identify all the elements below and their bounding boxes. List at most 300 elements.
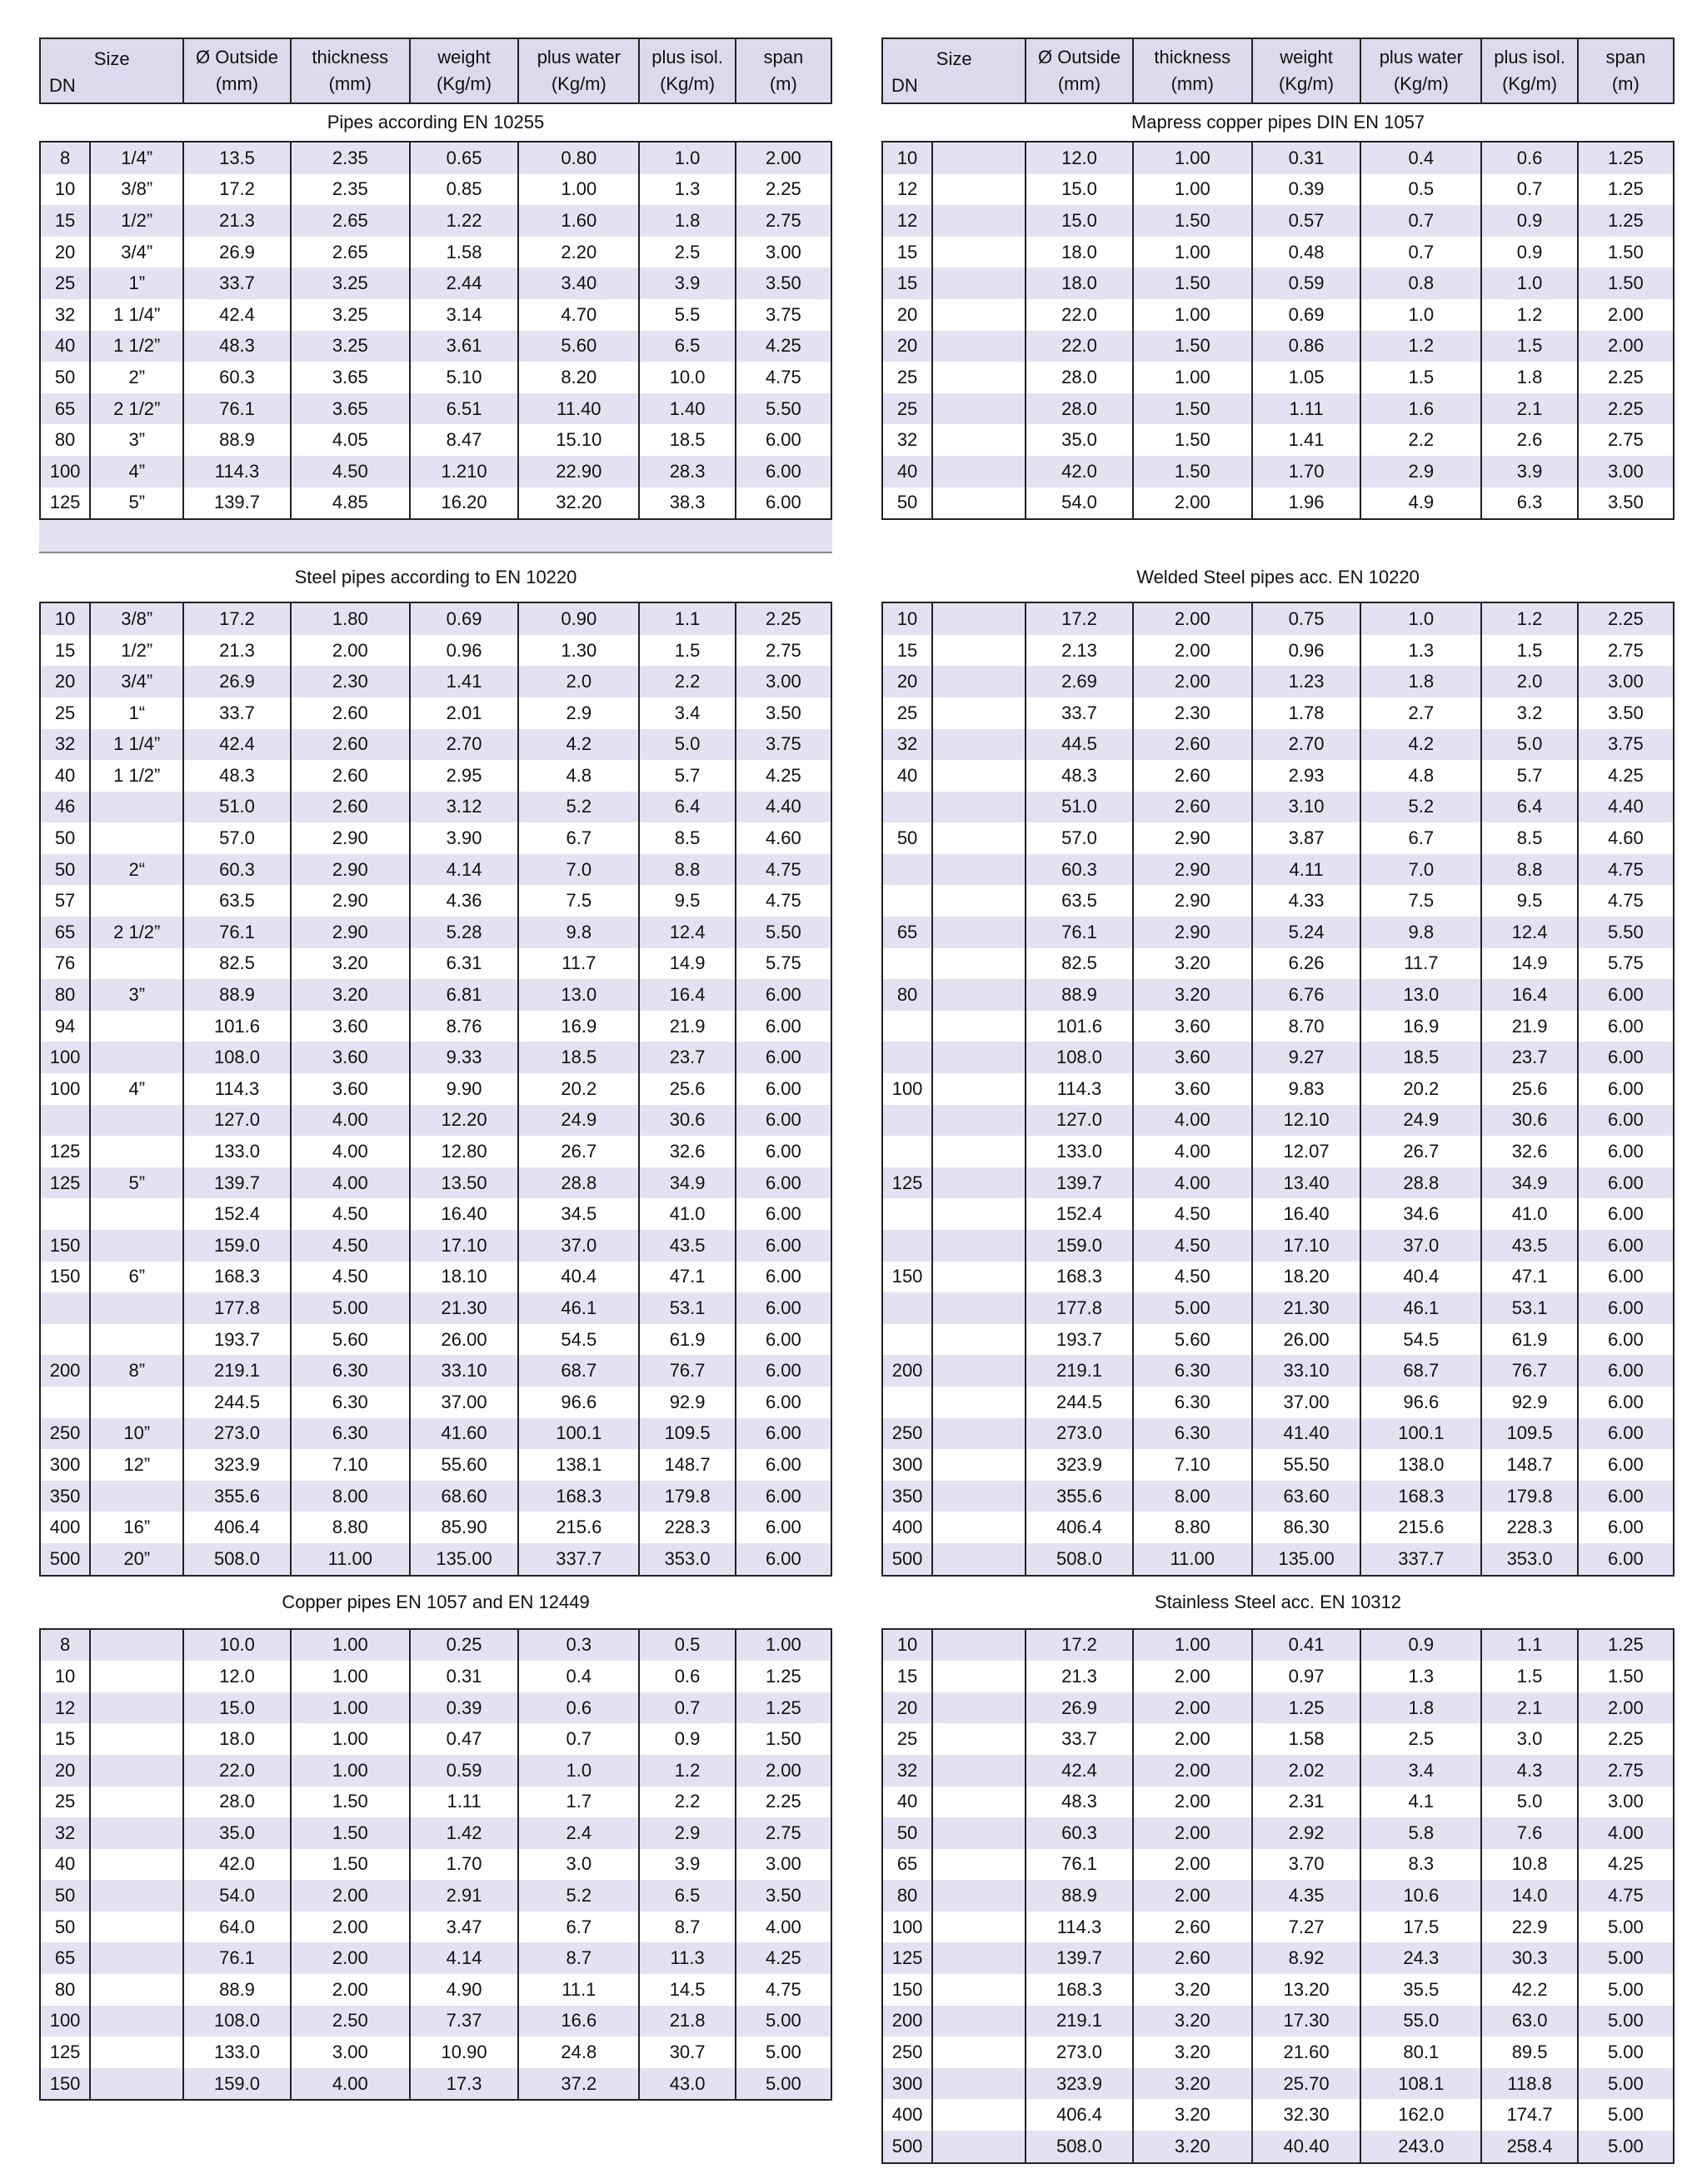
cell-plus-isol: 25.6 — [639, 1073, 735, 1105]
cell-thickness: 1.50 — [1133, 205, 1252, 237]
cell-span: 6.00 — [736, 1512, 831, 1543]
cell-plus-isol: 3.9 — [639, 267, 735, 299]
cell-plus-isol: 34.9 — [1481, 1167, 1577, 1199]
column-header-left — [39, 37, 832, 104]
cell-size: 2 1/2” — [90, 393, 183, 425]
cell-plus-isol: 42.2 — [1481, 1974, 1577, 2006]
table-row — [40, 1723, 831, 1755]
cell-dn: 400 — [882, 2099, 932, 2131]
cell-dn: 500 — [882, 2131, 932, 2163]
cell-weight: 3.90 — [410, 822, 518, 854]
cell-plus-isol: 1.0 — [1481, 267, 1577, 299]
cell-size — [932, 1230, 1026, 1262]
cell-plus-water: 46.1 — [1360, 1292, 1481, 1324]
cell-plus-isol: 2.1 — [1481, 393, 1577, 425]
cell-outside: 60.3 — [183, 362, 290, 393]
cell-plus-isol: 11.3 — [639, 1942, 735, 1974]
cell-dn: 10 — [882, 1629, 932, 1662]
cell-plus-isol: 41.0 — [639, 1198, 735, 1230]
cell-plus-isol: 8.8 — [1481, 854, 1577, 886]
cell-plus-water: 1.8 — [1360, 1692, 1481, 1724]
cell-outside: 114.3 — [183, 456, 290, 487]
cell-outside: 159.0 — [183, 1230, 290, 1262]
cell-dn: 94 — [40, 1011, 90, 1042]
cell-plus-water: 18.5 — [1360, 1042, 1481, 1073]
cell-outside: 88.9 — [183, 979, 290, 1011]
header-outside: Ø Outside (mm) — [1026, 38, 1132, 103]
cell-plus-isol: 28.3 — [639, 456, 735, 487]
cell-plus-water: 7.5 — [518, 885, 639, 917]
cell-plus-isol: 63.0 — [1481, 2006, 1577, 2037]
cell-plus-isol: 2.2 — [639, 1787, 735, 1818]
cell-plus-isol: 43.5 — [639, 1230, 735, 1262]
cell-plus-isol: 1.5 — [1481, 635, 1577, 667]
cell-weight: 0.31 — [1252, 142, 1360, 174]
cell-plus-isol: 6.5 — [639, 331, 735, 362]
cell-plus-isol: 61.9 — [639, 1324, 735, 1356]
cell-plus-water: 6.7 — [518, 822, 639, 854]
cell-plus-isol: 1.2 — [639, 1755, 735, 1787]
header-weight: weight (Kg/m) — [1252, 38, 1360, 103]
table-row — [40, 1661, 831, 1692]
cell-thickness: 8.00 — [291, 1481, 410, 1512]
table-row — [40, 174, 831, 206]
cell-size: 20” — [90, 1543, 183, 1576]
cell-size — [932, 1324, 1026, 1356]
cell-outside: 152.4 — [1026, 1198, 1132, 1230]
cell-weight: 12.80 — [410, 1136, 518, 1167]
cell-weight: 0.41 — [1252, 1629, 1360, 1662]
cell-thickness: 3.60 — [1133, 1073, 1252, 1105]
cell-span: 4.25 — [1578, 1849, 1674, 1881]
cell-thickness: 2.90 — [291, 854, 410, 886]
cell-outside: 168.3 — [1026, 1974, 1132, 2006]
cell-span: 6.00 — [736, 1481, 831, 1512]
cell-dn: 25 — [882, 1723, 932, 1755]
cell-plus-water: 16.9 — [518, 1011, 639, 1042]
cell-thickness: 2.50 — [291, 2006, 410, 2037]
cell-outside: 42.4 — [183, 299, 290, 331]
table-row — [40, 1073, 831, 1105]
cell-plus-water: 337.7 — [1360, 1543, 1481, 1576]
cell-span: 6.00 — [736, 1292, 831, 1324]
cell-thickness: 2.90 — [291, 917, 410, 948]
cell-dn — [882, 792, 932, 823]
cell-span: 4.25 — [736, 1942, 831, 1974]
cell-size — [90, 1817, 183, 1849]
cell-dn: 20 — [40, 237, 90, 268]
cell-dn: 20 — [882, 1692, 932, 1724]
cell-dn: 65 — [40, 393, 90, 425]
cell-plus-water: 3.4 — [1360, 1755, 1481, 1787]
cell-plus-isol: 3.2 — [1481, 697, 1577, 729]
cell-weight: 16.40 — [410, 1198, 518, 1230]
cell-plus-isol: 5.0 — [639, 729, 735, 761]
cell-size — [90, 1755, 183, 1787]
cell-span: 6.00 — [736, 1105, 831, 1137]
cell-outside: 51.0 — [1026, 792, 1132, 823]
cell-thickness: 1.50 — [291, 1849, 410, 1881]
cell-dn: 200 — [882, 1355, 932, 1387]
cell-dn: 125 — [40, 2037, 90, 2068]
cell-dn: 40 — [40, 331, 90, 362]
table-row — [882, 697, 1674, 729]
cell-thickness: 1.00 — [291, 1723, 410, 1755]
cell-plus-water: 4.2 — [1360, 729, 1481, 761]
cell-outside: 88.9 — [1026, 979, 1132, 1011]
cell-thickness: 2.00 — [1133, 1817, 1252, 1849]
table-row — [40, 1262, 831, 1293]
right-column — [881, 37, 1675, 2164]
cell-plus-water: 1.0 — [1360, 602, 1481, 635]
cell-thickness: 3.20 — [1133, 1974, 1252, 2006]
cell-weight: 18.20 — [1252, 1262, 1360, 1293]
cell-dn: 150 — [882, 1974, 932, 2006]
cell-size — [90, 822, 183, 854]
cell-weight: 9.83 — [1252, 1073, 1360, 1105]
cell-weight: 6.76 — [1252, 979, 1360, 1011]
cell-plus-water: 16.9 — [1360, 1011, 1481, 1042]
cell-outside: 82.5 — [183, 948, 290, 980]
cell-outside: 323.9 — [1026, 1449, 1132, 1481]
cell-span: 6.00 — [1578, 1512, 1674, 1543]
cell-dn: 20 — [882, 299, 932, 331]
cell-thickness: 2.60 — [1133, 760, 1252, 792]
cell-outside: 323.9 — [1026, 2068, 1132, 2100]
cell-weight: 3.47 — [410, 1912, 518, 1943]
cell-weight: 4.14 — [410, 854, 518, 886]
cell-plus-water: 1.6 — [1360, 393, 1481, 425]
cell-weight: 8.47 — [410, 424, 518, 456]
cell-span: 6.00 — [736, 1011, 831, 1042]
cell-outside: 22.0 — [1026, 331, 1132, 362]
cell-span: 5.75 — [1578, 948, 1674, 980]
cell-dn: 15 — [40, 635, 90, 667]
cell-dn: 15 — [882, 635, 932, 667]
cell-plus-water: 5.8 — [1360, 1817, 1481, 1849]
cell-plus-isol: 0.5 — [639, 1629, 735, 1662]
cell-size — [932, 1136, 1026, 1167]
cell-weight: 37.00 — [410, 1387, 518, 1418]
cell-thickness: 1.00 — [1133, 174, 1252, 206]
table-row — [40, 237, 831, 268]
cell-size — [932, 1198, 1026, 1230]
cell-thickness: 8.80 — [291, 1512, 410, 1543]
cell-plus-isol: 353.0 — [639, 1543, 735, 1576]
cell-span: 4.75 — [736, 1974, 831, 2006]
cell-dn: 50 — [882, 822, 932, 854]
cell-weight: 0.59 — [410, 1755, 518, 1787]
cell-weight: 0.39 — [1252, 174, 1360, 206]
cell-thickness: 4.50 — [1133, 1198, 1252, 1230]
cell-thickness: 2.90 — [1133, 822, 1252, 854]
table-row — [882, 1167, 1674, 1199]
table-row — [882, 456, 1674, 487]
table-row — [882, 1817, 1674, 1849]
cell-plus-water: 11.7 — [1360, 948, 1481, 980]
cell-thickness: 1.00 — [1133, 237, 1252, 268]
cell-thickness: 1.00 — [1133, 299, 1252, 331]
cell-plus-isol: 92.9 — [639, 1387, 735, 1418]
cell-plus-water: 2.20 — [518, 237, 639, 268]
cell-size — [932, 792, 1026, 823]
cell-size: 3/8” — [90, 602, 183, 635]
cell-weight: 0.48 — [1252, 237, 1360, 268]
cell-weight: 2.01 — [410, 697, 518, 729]
cell-outside: 63.5 — [183, 885, 290, 917]
cell-plus-isol: 76.7 — [1481, 1355, 1577, 1387]
cell-plus-water: 0.6 — [518, 1692, 639, 1724]
cell-outside: 139.7 — [1026, 1167, 1132, 1199]
cell-plus-isol: 14.9 — [639, 948, 735, 980]
cell-outside: 17.2 — [183, 602, 290, 635]
cell-span: 1.25 — [736, 1692, 831, 1724]
cell-span: 6.00 — [1578, 1167, 1674, 1199]
cell-outside: 168.3 — [183, 1262, 290, 1293]
cell-outside: 244.5 — [183, 1387, 290, 1418]
table-row — [40, 205, 831, 237]
cell-size — [932, 267, 1026, 299]
cell-span: 6.00 — [736, 979, 831, 1011]
cell-plus-water: 1.3 — [1360, 1661, 1481, 1692]
cell-size: 12” — [90, 1449, 183, 1481]
cell-dn: 100 — [40, 2006, 90, 2037]
cell-thickness: 4.00 — [291, 1167, 410, 1199]
cell-thickness: 3.25 — [291, 331, 410, 362]
cell-plus-isol: 1.5 — [639, 635, 735, 667]
cell-span: 3.50 — [1578, 697, 1674, 729]
cell-outside: 28.0 — [183, 1787, 290, 1818]
cell-size — [932, 174, 1026, 206]
cell-outside: 42.4 — [183, 729, 290, 761]
cell-span: 4.40 — [736, 792, 831, 823]
cell-thickness: 3.20 — [1133, 2131, 1252, 2163]
cell-weight: 26.00 — [410, 1324, 518, 1356]
column-header-right — [881, 37, 1675, 104]
table-row — [882, 205, 1674, 237]
cell-thickness: 4.00 — [1133, 1105, 1252, 1137]
cell-span: 2.25 — [1578, 362, 1674, 393]
table-row — [40, 666, 831, 697]
cell-plus-water: 1.5 — [1360, 362, 1481, 393]
cell-outside: 33.7 — [183, 697, 290, 729]
table-row — [882, 917, 1674, 948]
cell-weight: 21.30 — [410, 1292, 518, 1324]
cell-dn — [882, 1387, 932, 1418]
cell-span: 2.75 — [736, 205, 831, 237]
cell-dn: 8 — [40, 142, 90, 174]
cell-outside: 108.0 — [183, 1042, 290, 1073]
cell-thickness: 2.60 — [291, 729, 410, 761]
cell-thickness: 2.00 — [1133, 1755, 1252, 1787]
cell-weight: 17.30 — [1252, 2006, 1360, 2037]
cell-outside: 22.0 — [1026, 299, 1132, 331]
cell-dn: 125 — [40, 487, 90, 520]
cell-plus-isol: 21.9 — [1481, 1011, 1577, 1042]
cell-span: 6.00 — [1578, 1387, 1674, 1418]
cell-weight: 135.00 — [1252, 1543, 1360, 1576]
cell-dn: 350 — [882, 1481, 932, 1512]
cell-size — [932, 1661, 1026, 1692]
table-row — [40, 1418, 831, 1450]
cell-span: 5.50 — [736, 393, 831, 425]
cell-span: 4.75 — [1578, 1880, 1674, 1912]
cell-size — [90, 1387, 183, 1418]
cell-size — [932, 205, 1026, 237]
cell-thickness: 6.30 — [291, 1418, 410, 1450]
cell-dn: 65 — [40, 917, 90, 948]
cell-plus-water: 5.2 — [518, 1880, 639, 1912]
cell-outside: 17.2 — [1026, 1629, 1132, 1662]
cell-thickness: 4.00 — [291, 2068, 410, 2101]
cell-span: 3.00 — [736, 237, 831, 268]
cell-thickness: 2.90 — [1133, 854, 1252, 886]
table-row — [40, 1629, 831, 1662]
cell-plus-isol: 174.7 — [1481, 2099, 1577, 2131]
cell-span: 4.75 — [1578, 854, 1674, 886]
cell-span: 1.25 — [1578, 1629, 1674, 1662]
cell-thickness: 1.50 — [1133, 456, 1252, 487]
cell-weight: 1.25 — [1252, 1692, 1360, 1724]
cell-outside: 355.6 — [183, 1481, 290, 1512]
table-row — [882, 666, 1674, 697]
cell-weight: 2.91 — [410, 1880, 518, 1912]
cell-plus-water: 4.1 — [1360, 1787, 1481, 1818]
cell-span: 6.00 — [736, 1355, 831, 1387]
cell-dn: 100 — [882, 1912, 932, 1943]
table-row — [40, 948, 831, 980]
table-row — [40, 635, 831, 667]
cell-plus-water: 6.7 — [1360, 822, 1481, 854]
table-title: Pipes according EN 10255 — [327, 112, 545, 132]
cell-size — [932, 142, 1026, 174]
cell-outside: 101.6 — [183, 1011, 290, 1042]
cell-size — [932, 854, 1026, 886]
cell-outside: 508.0 — [1026, 1543, 1132, 1576]
cell-plus-water: 215.6 — [1360, 1512, 1481, 1543]
cell-plus-water: 168.3 — [1360, 1481, 1481, 1512]
cell-dn: 500 — [40, 1543, 90, 1576]
cell-thickness: 4.00 — [291, 1136, 410, 1167]
cell-plus-water: 28.8 — [518, 1167, 639, 1199]
cell-plus-water: 1.8 — [1360, 666, 1481, 697]
cell-thickness: 2.35 — [291, 142, 410, 174]
cell-size: 1 1/4” — [90, 729, 183, 761]
cell-plus-isol: 1.8 — [1481, 362, 1577, 393]
cell-weight: 25.70 — [1252, 2068, 1360, 2100]
cell-span: 4.25 — [1578, 760, 1674, 792]
cell-plus-water: 2.7 — [1360, 697, 1481, 729]
cell-size — [932, 2099, 1026, 2131]
cell-weight: 3.61 — [410, 331, 518, 362]
cell-plus-isol: 32.6 — [639, 1136, 735, 1167]
cell-span: 6.00 — [736, 1136, 831, 1167]
cell-outside: 76.1 — [1026, 1849, 1132, 1881]
table-row — [882, 602, 1674, 635]
cell-outside: 244.5 — [1026, 1387, 1132, 1418]
cell-thickness: 2.30 — [291, 666, 410, 697]
cell-thickness: 3.25 — [291, 267, 410, 299]
cell-size — [932, 1449, 1026, 1481]
cell-outside: 64.0 — [183, 1912, 290, 1943]
cell-weight: 0.31 — [410, 1661, 518, 1692]
cell-size — [90, 1629, 183, 1662]
header-size: Size — [93, 48, 130, 69]
cell-plus-isol: 21.9 — [639, 1011, 735, 1042]
cell-dn: 500 — [882, 1543, 932, 1576]
cell-size — [90, 885, 183, 917]
cell-dn: 80 — [40, 979, 90, 1011]
table-row — [40, 1942, 831, 1974]
cell-weight: 37.00 — [1252, 1387, 1360, 1418]
cell-weight: 2.95 — [410, 760, 518, 792]
table-row — [40, 1692, 831, 1724]
cell-plus-isol: 3.0 — [1481, 1723, 1577, 1755]
cell-plus-water: 54.5 — [518, 1324, 639, 1356]
cell-outside: 33.7 — [1026, 1723, 1132, 1755]
table-row — [40, 1042, 831, 1073]
cell-plus-water: 55.0 — [1360, 2006, 1481, 2037]
cell-plus-water: 40.4 — [518, 1262, 639, 1293]
cell-dn: 400 — [40, 1512, 90, 1543]
cell-outside: 76.1 — [183, 1942, 290, 1974]
cell-plus-isol: 2.0 — [1481, 666, 1577, 697]
cell-thickness: 6.30 — [1133, 1387, 1252, 1418]
cell-weight: 41.40 — [1252, 1418, 1360, 1450]
table-row — [40, 1230, 831, 1262]
cell-plus-water: 168.3 — [518, 1481, 639, 1512]
cell-thickness: 3.20 — [1133, 948, 1252, 980]
cell-outside: 219.1 — [1026, 2006, 1132, 2037]
cell-weight: 12.07 — [1252, 1136, 1360, 1167]
header-span: span (m) — [1578, 38, 1674, 103]
table-row — [882, 1136, 1674, 1167]
cell-plus-isol: 3.9 — [639, 1849, 735, 1881]
cell-thickness: 1.50 — [1133, 393, 1252, 425]
cell-weight: 8.70 — [1252, 1011, 1360, 1042]
table-row — [40, 1912, 831, 1943]
cell-outside: 139.7 — [183, 1167, 290, 1199]
table-row — [882, 1073, 1674, 1105]
cell-outside: 76.1 — [183, 917, 290, 948]
cell-dn — [40, 1198, 90, 1230]
cell-span: 3.00 — [1578, 1787, 1674, 1818]
cell-thickness: 2.00 — [291, 1880, 410, 1912]
cell-thickness: 2.60 — [1133, 729, 1252, 761]
cell-size — [90, 2037, 183, 2068]
cell-span: 2.75 — [736, 635, 831, 667]
table-row — [40, 142, 831, 174]
cell-plus-isol: 8.7 — [639, 1912, 735, 1943]
cell-plus-isol: 10.8 — [1481, 1849, 1577, 1881]
cell-thickness: 1.50 — [291, 1787, 410, 1818]
cell-dn: 65 — [882, 1849, 932, 1881]
cell-plus-isol: 0.9 — [639, 1723, 735, 1755]
cell-plus-isol: 2.9 — [639, 1817, 735, 1849]
cell-size: 3” — [90, 979, 183, 1011]
cell-outside: 54.0 — [1026, 487, 1132, 520]
cell-plus-water: 20.2 — [518, 1073, 639, 1105]
cell-thickness: 2.35 — [291, 174, 410, 206]
cell-dn — [40, 1292, 90, 1324]
cell-dn: 32 — [40, 1817, 90, 1849]
cell-span: 3.75 — [1578, 729, 1674, 761]
cell-span: 6.00 — [736, 424, 831, 456]
cell-dn — [40, 1387, 90, 1418]
cell-dn — [882, 948, 932, 980]
cell-size — [90, 792, 183, 823]
cell-weight: 2.92 — [1252, 1817, 1360, 1849]
